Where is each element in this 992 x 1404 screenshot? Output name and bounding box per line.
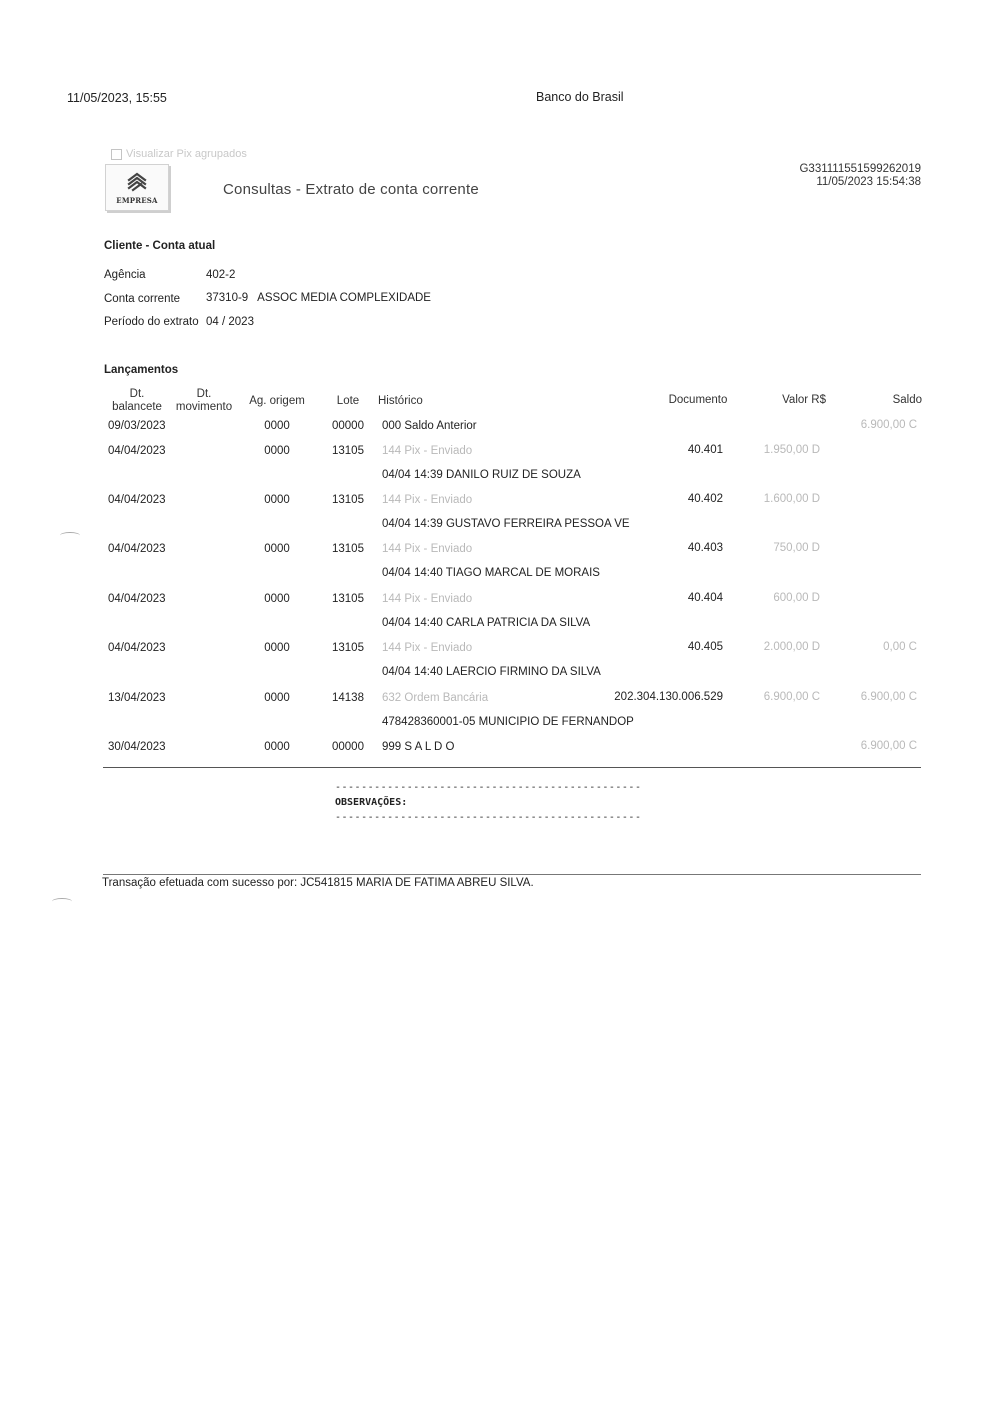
row-dt-balancete: 04/04/2023 <box>108 593 166 605</box>
observacoes-dash-bottom: ----------------------------------------------- <box>335 812 642 823</box>
row-lote: 13105 <box>332 494 364 506</box>
row-documento: 202.304.130.006.529 <box>614 691 723 703</box>
row-valor: 2.000,00 D <box>763 641 820 653</box>
row-valor: 1.950,00 D <box>763 444 820 456</box>
row-historico: 632 Ordem Bancária <box>382 692 489 704</box>
cliente-section-title: Cliente - Conta atual <box>104 240 216 252</box>
row-historico-detail: 04/04 14:40 LAERCIO FIRMINO DA SILVA <box>382 666 601 678</box>
scan-mark <box>60 532 80 539</box>
row-documento: 40.403 <box>687 542 723 554</box>
row-ag-origem: 0000 <box>264 494 290 506</box>
row-ag-origem: 0000 <box>264 741 290 753</box>
lancamentos-section-title: Lançamentos <box>104 364 179 376</box>
row-valor: 6.900,00 C <box>763 691 820 703</box>
page-title: Consultas - Extrato de conta corrente <box>223 181 479 198</box>
agencia-value: 402-2 <box>206 269 236 281</box>
row-lote: 00000 <box>332 420 364 432</box>
row-valor: 750,00 D <box>773 542 820 554</box>
observacoes-label: OBSERVAÇÕES: <box>335 797 408 808</box>
table-bottom-rule <box>103 767 921 768</box>
document-id <box>799 163 921 189</box>
row-ag-origem: 0000 <box>264 420 290 432</box>
header-saldo: Saldo <box>892 394 922 406</box>
row-historico: 144 Pix - Enviado <box>382 642 473 654</box>
row-historico: 144 Pix - Enviado <box>382 494 473 506</box>
header-dt-movimento: Dt. movimento <box>175 388 233 413</box>
row-dt-balancete: 30/04/2023 <box>108 741 166 753</box>
row-lote: 14138 <box>332 692 364 704</box>
document-datetime: 11/05/2023 15:54:38 <box>816 176 921 188</box>
row-ag-origem: 0000 <box>264 642 290 654</box>
bank-logo <box>105 164 169 211</box>
header-documento: Documento <box>668 394 728 406</box>
row-lote: 13105 <box>332 543 364 555</box>
row-lote: 13105 <box>332 593 364 605</box>
periodo-label: Período do extrato <box>104 316 199 328</box>
row-saldo: 0,00 C <box>883 641 917 653</box>
row-documento: 40.401 <box>687 444 723 456</box>
row-historico-detail: 04/04 14:40 TIAGO MARCAL DE MORAIS <box>382 567 600 579</box>
row-historico: 144 Pix - Enviado <box>382 543 473 555</box>
row-ag-origem: 0000 <box>264 593 290 605</box>
row-historico-detail: 478428360001-05 MUNICIPIO DE FERNANDOP <box>382 716 634 728</box>
conta-corrente-value: 37310-9 ASSOC MEDIA COMPLEXIDADE <box>206 292 431 304</box>
row-historico: 999 S A L D O <box>382 741 455 753</box>
row-dt-balancete: 09/03/2023 <box>108 420 166 432</box>
row-documento: 40.405 <box>687 641 723 653</box>
logo-text: EMPRESA <box>116 196 158 205</box>
pix-agrupados-checkbox[interactable] <box>111 149 122 160</box>
print-datetime: 11/05/2023, 15:55 <box>67 91 167 105</box>
row-dt-balancete: 04/04/2023 <box>108 445 166 457</box>
banco-do-brasil-logo-icon <box>125 170 149 194</box>
footer-transaction-text: Transação efetuada com sucesso por: JC541815 MARIA DE FATIMA ABREU SILVA. <box>102 877 534 889</box>
row-historico: 144 Pix - Enviado <box>382 593 473 605</box>
row-historico-detail: 04/04 14:40 CARLA PATRICIA DA SILVA <box>382 617 591 629</box>
row-historico: 144 Pix - Enviado <box>382 445 473 457</box>
row-historico: 000 Saldo Anterior <box>382 420 477 432</box>
row-dt-balancete: 04/04/2023 <box>108 543 166 555</box>
agencia-label: Agência <box>104 269 146 281</box>
row-dt-balancete: 04/04/2023 <box>108 642 166 654</box>
row-valor: 600,00 D <box>773 592 820 604</box>
row-documento: 40.404 <box>687 592 723 604</box>
row-lote: 00000 <box>332 741 364 753</box>
row-ag-origem: 0000 <box>264 692 290 704</box>
row-documento: 40.402 <box>687 493 723 505</box>
row-lote: 13105 <box>332 642 364 654</box>
periodo-value: 04 / 2023 <box>206 316 254 328</box>
row-ag-origem: 0000 <box>264 445 290 457</box>
row-dt-balancete: 04/04/2023 <box>108 494 166 506</box>
row-saldo: 6.900,00 C <box>860 419 917 431</box>
row-saldo: 6.900,00 C <box>860 691 917 703</box>
row-dt-balancete: 13/04/2023 <box>108 692 166 704</box>
header-ag-origem: Ag. origem <box>249 395 305 407</box>
row-saldo: 6.900,00 C <box>860 740 917 752</box>
footer-rule <box>103 874 921 875</box>
row-valor: 1.600,00 D <box>763 493 820 505</box>
row-historico-detail: 04/04 14:39 GUSTAVO FERREIRA PESSOA VE <box>382 518 630 530</box>
pix-agrupados-toggle[interactable] <box>111 148 247 160</box>
header-lote: Lote <box>336 395 360 407</box>
document-code: G331111551599262019 <box>799 163 921 175</box>
print-page-title: Banco do Brasil <box>536 90 624 104</box>
row-historico-detail: 04/04 14:39 DANILO RUIZ DE SOUZA <box>382 469 581 481</box>
row-ag-origem: 0000 <box>264 543 290 555</box>
scan-mark <box>52 898 72 905</box>
observacoes-dash-top: ----------------------------------------------- <box>335 782 642 793</box>
pix-agrupados-label: Visualizar Pix agrupados <box>126 148 247 160</box>
header-valor: Valor R$ <box>782 394 826 406</box>
header-dt-balancete: Dt. balancete <box>112 388 162 413</box>
row-lote: 13105 <box>332 445 364 457</box>
header-historico: Histórico <box>378 395 423 407</box>
conta-corrente-label: Conta corrente <box>104 293 181 305</box>
